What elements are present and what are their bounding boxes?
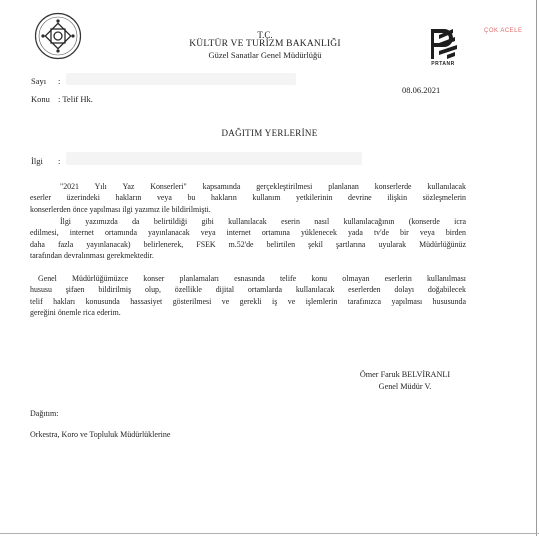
ilgi-label: İlgi bbox=[31, 156, 43, 166]
scan-edge-right bbox=[536, 0, 537, 536]
signatory-name: Ömer Faruk BELVİRANLI bbox=[359, 370, 451, 379]
stamp-mark: ÇOK ACELE bbox=[484, 28, 523, 34]
paragraph-line: "2021 Yılı Yaz Konserleri" kapsamında gerçekleştirilmesi planlanan konserlerde kullanılacak bbox=[60, 182, 466, 191]
paragraph-line: tarafından devralınması gerekmektedir. bbox=[30, 250, 154, 260]
paragraph-2 bbox=[30, 216, 466, 261]
paragraph-line: konserlerden önce yapılması ilgi yazımız ile bildirilmişti. bbox=[30, 204, 211, 214]
paragraph-line: telif hakları konusunda hassasiyet gösterilmesi ve gerekli iş ve işlemlerin tarafınızca yapılması hususunda bbox=[30, 296, 466, 306]
letter-date: 08.06.2021 bbox=[402, 85, 441, 95]
scan-edge-bottom bbox=[0, 533, 539, 534]
paragraph-line: hususu şifaen bildirilmiş olup, özellikle dijital ortamlarda kullanılacak eserlerden dolayı doğabilecek bbox=[30, 285, 466, 295]
konu-label: Konu bbox=[31, 94, 50, 104]
paragraph-1 bbox=[30, 181, 466, 215]
paragraph-line: İlgi yazımızda da belirtildiği gibi kullanılacak eserin nasıl kullanılacağının (konserde icra bbox=[60, 217, 466, 226]
paragraph-line: eserler üzerindeki hakların veya bu hakların kullanım yetkilerinin devrine ilişkin sözleşmelerin bbox=[30, 193, 466, 203]
paragraph-3 bbox=[30, 273, 466, 318]
header-ministry: KÜLTÜR VE TURİZM BAKANLIĞI bbox=[189, 39, 341, 49]
distribution-recipients: Orkestra, Koro ve Topluluk Müdürlüklerine bbox=[30, 430, 171, 439]
redacted-sayi bbox=[66, 73, 296, 85]
paragraph-line: gereğini önemle rica ederim. bbox=[30, 307, 121, 317]
distribution-label: Dağıtım: bbox=[30, 409, 59, 418]
konu-value: : Telif Hk. bbox=[58, 94, 93, 104]
paragraph-line: Genel Müdürlüğümüzce konser planlamaları esnasında telife konu olmayan eserlerin kullanılması bbox=[38, 274, 466, 283]
paragraph-line: daha fazla yayınlanacak) belirlenerek, FSEK m.52'de belirtilen şekil şartlarına uyularak Müdürlüğünüz bbox=[30, 239, 466, 249]
signatory-title: Genel Müdür V. bbox=[378, 382, 432, 391]
sayi-label: Sayı bbox=[31, 76, 47, 86]
ministry-emblem-icon bbox=[34, 12, 82, 60]
paragraph-line: edilmesi, internet ortamında yayınlanacak veya internet ortamına yüklenecek yada tv'de bir veya birden bbox=[30, 228, 466, 238]
document-title: DAĞITIM YERLERİNE bbox=[221, 128, 318, 138]
redacted-ilgi bbox=[66, 152, 362, 165]
header-directorate: Güzel Sanatlar Genel Müdürlüğü bbox=[208, 50, 322, 60]
logo-caption: PRTANR bbox=[431, 61, 455, 67]
sayi-value: : bbox=[58, 76, 61, 86]
header-tc: T.C. bbox=[257, 30, 273, 40]
ilgi-value: : bbox=[58, 156, 61, 166]
